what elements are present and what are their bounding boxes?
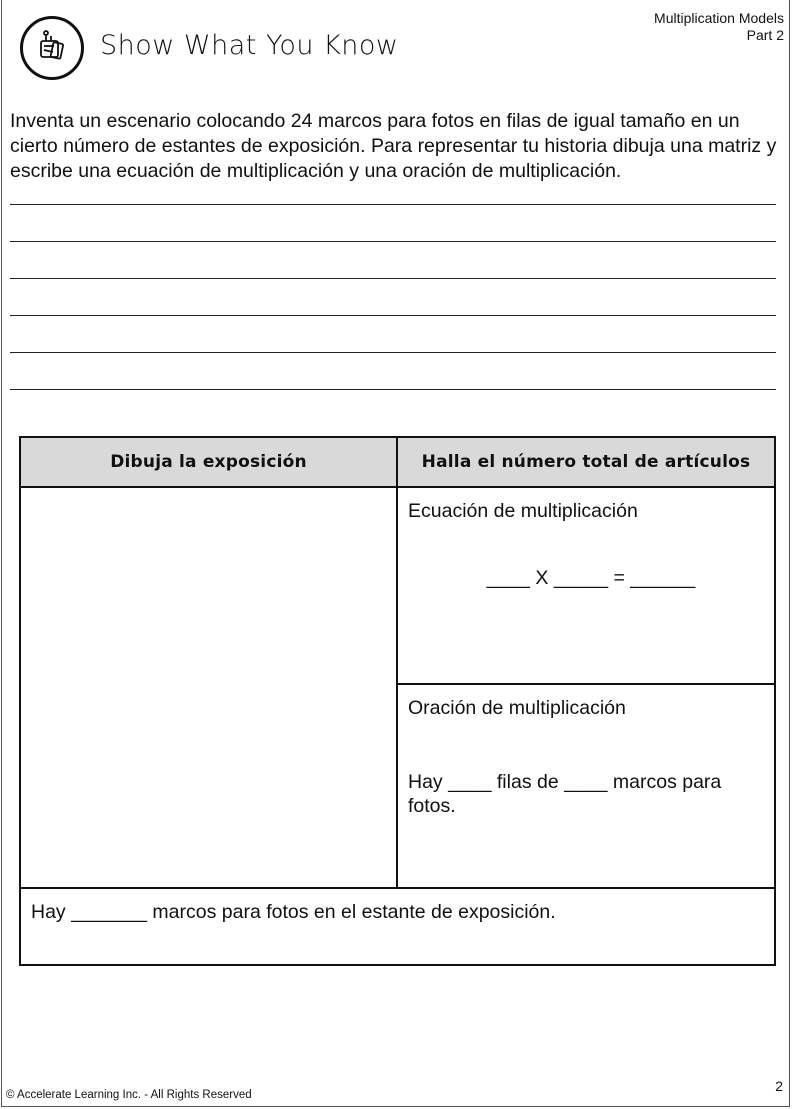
page-number: 2 <box>775 1078 783 1094</box>
camera-icon <box>20 16 84 80</box>
total-sentence: Hay _______ marcos para fotos en el estante de exposición. <box>31 901 556 923</box>
total-cell[interactable] <box>20 888 775 965</box>
part-label: Part 2 <box>746 27 784 43</box>
instructions: Inventa un escenario colocando 24 marcos para fotos en filas de igual tamaño en un cierto número de estantes de exposición. Para representar tu historia dibuja una matriz y escribe una ecuación de multiplicación y una oración de multiplicación. <box>10 110 777 182</box>
answer-line <box>10 278 776 279</box>
sentence-label: Oración de multiplicación <box>408 697 626 719</box>
equation-cell[interactable] <box>397 487 775 684</box>
drawing-area[interactable] <box>20 487 397 888</box>
equation-template: ____ X _____ = ______ <box>486 567 696 589</box>
copyright: © Accelerate Learning Inc. - All Rights Reserved <box>6 1089 252 1101</box>
unit-title: Multiplication Models <box>654 10 784 26</box>
answer-line <box>10 204 776 205</box>
sentence-cell[interactable] <box>397 684 775 888</box>
answer-line <box>10 389 776 390</box>
total-items-header: Halla el número total de artículos <box>397 437 775 487</box>
answer-line <box>10 352 776 353</box>
draw-display-header: Dibuja la exposición <box>20 437 397 487</box>
equation-label: Ecuación de multiplicación <box>408 500 638 522</box>
answer-line <box>10 315 776 316</box>
sentence-template: Hay ____ filas de ____ marcos para fotos. <box>408 771 722 817</box>
worksheet-table <box>19 436 776 966</box>
page-title: Show What You Know <box>100 30 399 61</box>
answer-line <box>10 241 776 242</box>
header-meta <box>654 10 784 44</box>
